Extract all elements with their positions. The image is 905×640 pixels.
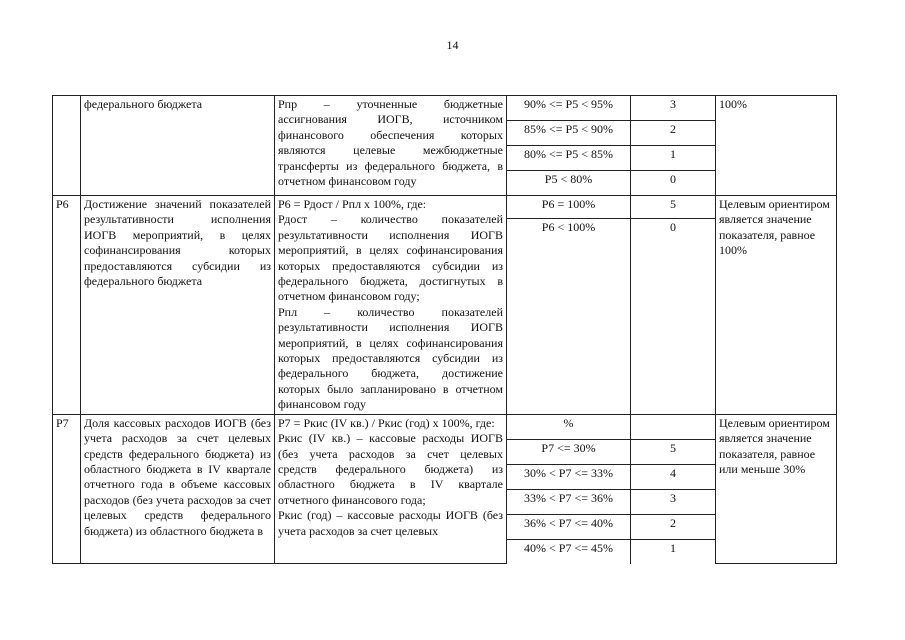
formula-cell: Рпр – уточненные бюджетные ассигнования ИОГВ, источником финансового обеспечения которых являются целевые межбюджетные трансферты из федерального бюджета, в отчетном финансовом году [275,96,507,196]
indicator-cell: Доля кассовых расходов ИОГВ (без учета расходов за счет целевых средств федерального бюджета) из областного бюджета в IV квартале отчетного года в объеме кассовых расходов (без учета расходов за счет целевых средств федерального бюджета) из областного бюджета в [81,414,275,564]
table-row-p7 [53,414,837,439]
target-cell: Целевым ориентиром является значение показателя, равное или меньше 30% [716,414,837,564]
code-cell-empty [53,96,81,196]
points-cell-empty [631,414,716,439]
criterion-range: 30% < Р7 <= 33% [507,464,631,489]
indicator-table [52,95,837,564]
formula-cell [275,414,507,564]
criterion-points: 4 [631,464,716,489]
criterion-points: 0 [631,219,716,415]
formula-definition: Ркис (IV кв.) – кассовые расходы ИОГВ (без учета расходов за счет целевых средств федерального бюджета) из областного бюджета в IV квартале отчетного финансового года; [278,431,503,507]
code-cell: Р7 [53,414,81,564]
criterion-range: P5 < 80% [507,171,631,196]
indicator-cell: федерального бюджета [81,96,275,196]
target-cell: 100% [716,96,837,196]
criterion-range: Р7 <= 30% [507,439,631,464]
formula-main: Р6 = Рдост / Рпл х 100%, где: [278,197,427,211]
criterion-points: 3 [631,489,716,514]
criterion-points: 2 [631,514,716,539]
criterion-range: Р6 < 100% [507,219,631,415]
formula-definition: Рпл – количество показателей результативности исполнения ИОГВ мероприятий, в целях софинансирования которых предоставляются субсидии из федерального бюджета, достижение которых было запланировано в отчетном финансовом году [278,304,503,412]
criterion-points: 5 [631,439,716,464]
table-row-p5-continued [53,96,837,121]
criterion-range: 90% <= P5 < 95% [507,96,631,121]
criterion-range: 40% < Р7 <= 45% [507,539,631,564]
criterion-points: 1 [631,539,716,564]
criterion-points: 1 [631,146,716,171]
formula-main: Р7 = Ркис (IV кв.) / Ркис (год) х 100%, где: [278,415,495,430]
page-number: 14 [446,38,459,52]
indicator-cell: Достижение значений показателей результативности исполнения ИОГВ мероприятий, в целях софинансирования которых предоставляются субсидии из федерального бюджета [81,196,275,415]
code-cell: Р6 [53,196,81,415]
criterion-range: 85% <= P5 < 90% [507,121,631,146]
criterion-points: 5 [631,196,716,219]
table-row-p6 [53,196,837,219]
formula-definition: Рдост – количество показателей результативности исполнения ИОГВ мероприятий, в целях софинансирования которых предоставляются субсидии из федерального бюджета, достигнутых в отчетном финансовом году; [278,212,503,304]
criterion-range: 36% < Р7 <= 40% [507,514,631,539]
target-cell: Целевым ориентиром является значение показателя, равное 100% [716,196,837,415]
criterion-range: Р6 = 100% [507,196,631,219]
unit-cell: % [507,414,631,439]
criterion-range: 80% <= P5 < 85% [507,146,631,171]
formula-definition: Ркис (год) – кассовые расходы ИОГВ (без учета расходов за счет целевых [278,508,503,538]
criterion-points: 2 [631,121,716,146]
criterion-points: 3 [631,96,716,121]
formula-cell [275,196,507,415]
criterion-points: 0 [631,171,716,196]
criterion-range: 33% < Р7 <= 36% [507,489,631,514]
